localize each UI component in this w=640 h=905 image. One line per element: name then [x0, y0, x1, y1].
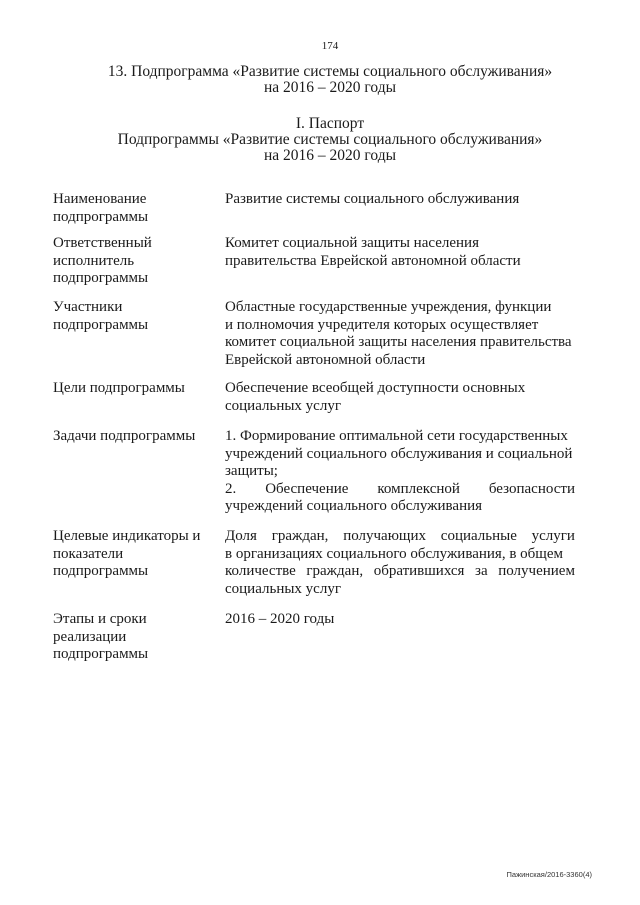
row-label-responsible: Ответственный исполнитель подпрограммы [53, 235, 152, 286]
passport-line-3: на 2016 – 2020 годы [264, 147, 396, 164]
row-label-name: Наименование подпрограммы [53, 191, 149, 225]
tasks-justified-line: 2. Обеспечение комплексной безопасности [225, 480, 575, 497]
row-label-stages: Этапы и сроки реализации подпрограммы [53, 611, 149, 662]
row-value-stages: 2016 – 2020 годы [225, 611, 335, 627]
row-value-goals: Обеспечение всеобщей доступности основных социальных услуг [225, 380, 526, 414]
row-value-indicators: Доля граждан, получающих социальные услуги в организациях социального обслуживания, в общем количестве граждан, обратившихся за получением социальных услуг [225, 528, 575, 597]
passport-heading [0, 116, 640, 164]
indicators-justified-line-1: Доля граждан, получающих социальные услуги [225, 528, 575, 544]
title-line-2: на 2016 – 2020 годы [264, 79, 396, 96]
row-label-goals: Цели подпрограммы [53, 380, 185, 396]
row-value-tasks: 1. Формирование оптимальной сети государственных учреждений социального обслуживания и социальной защиты; 2. Обеспечение комплексной безопасности учреждений социального обслуживания [225, 428, 575, 514]
row-label-tasks: Задачи подпрограммы [53, 428, 196, 444]
row-label-participants: Участники подпрограммы [53, 299, 149, 333]
row-value-responsible: Комитет социальной защиты населения правительства Еврейской автономной области [225, 235, 521, 269]
footer-code: Пажинская/2016-3360(4) [506, 870, 592, 879]
page-number: 174 [321, 40, 339, 52]
passport-line-2: Подпрограммы «Развитие системы социального обслуживания» [117, 131, 543, 148]
row-value-name: Развитие системы социального обслуживания [225, 191, 520, 207]
title-line-1: 13. Подпрограмма «Развитие системы социального обслуживания» [107, 63, 553, 80]
passport-line-1: I. Паспорт [295, 115, 365, 132]
row-label-indicators: Целевые индикаторы и показатели подпрограммы [53, 528, 201, 579]
indicators-justified-line-3: количестве граждан, обратившихся за получением [225, 563, 575, 579]
document-title [0, 64, 640, 96]
row-value-participants: Областные государственные учреждения, функции и полномочия учредителя которых осуществляет комитет социальной защиты населения правительства Еврейской автономной области [225, 299, 572, 368]
